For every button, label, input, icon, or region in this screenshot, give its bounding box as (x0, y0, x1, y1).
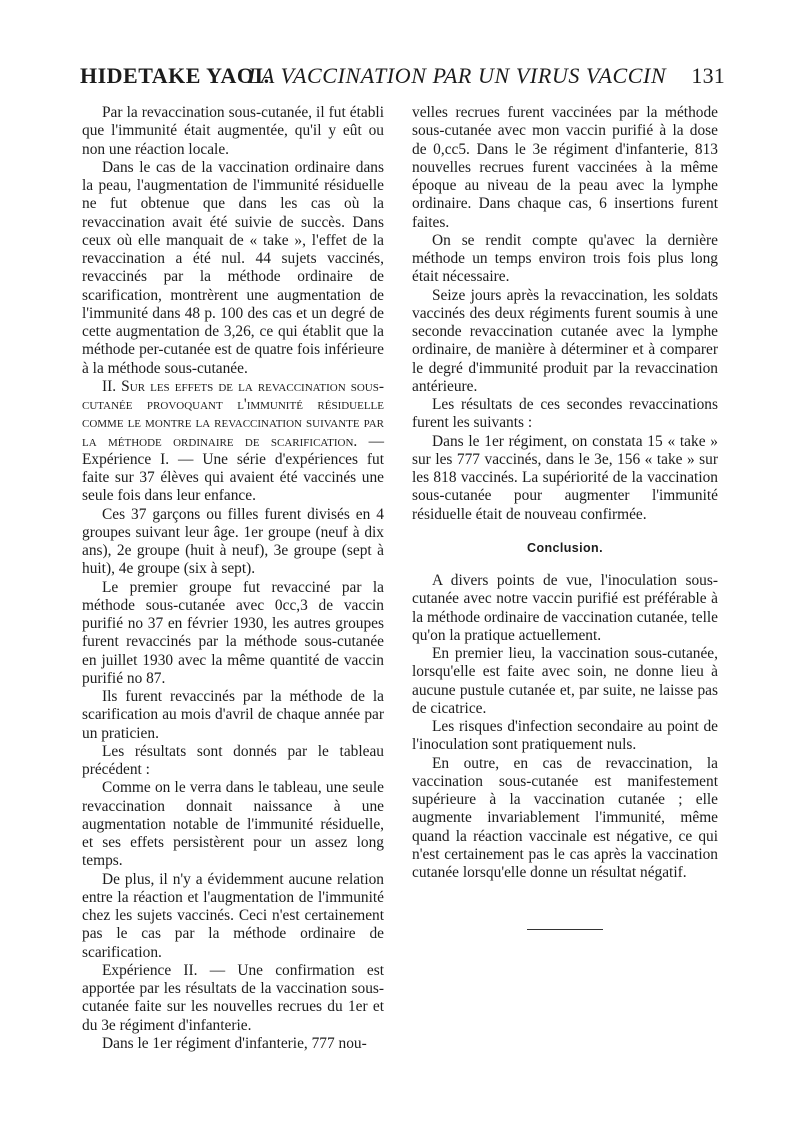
paragraph: De plus, il n'y a évidemment aucune relation entre la réaction et l'augmentation de l'immunité chez les sujets vaccinés. Ceci n'est certainement pas le cas par la méthode ordinaire de scarification. (82, 870, 384, 961)
paragraph: Seize jours après la revaccination, les soldats vaccinés des deux régiments furent soumis à une seconde revaccination cutanée avec la lymphe ordinaire, de manière à déterminer et à comparer le degré d'immunité produit par la revaccination antérieure. (412, 286, 718, 395)
running-header (80, 63, 725, 93)
paragraph: Le premier groupe fut revacciné par la méthode sous-cutanée avec 0cc,3 de vaccin purifié no 37 en février 1930, les autres groupes furent revaccinés par la méthode sous-cutanée en juillet 1930 avec la même quantité de vaccin purifié no 87. (82, 578, 384, 687)
paragraph: Expérience II. — Une confirmation est apportée par les résultats de la vaccination sous-cutanée faite sur les nouvelles recrues du 1er et du 3e régiment d'infanterie. (82, 961, 384, 1034)
paragraph: Par la revaccination sous-cutanée, il fut établi que l'immunité était augmentée, qu'il y eût ou non une réaction locale. (82, 104, 384, 158)
paragraph: Ces 37 garçons ou filles furent divisés en 4 groupes suivant leur âge. 1er groupe (neuf à dix ans), 2e groupe (huit à neuf), 3e groupe (sept à huit), 4e groupe (six à sept). (82, 505, 384, 578)
paragraph: A divers points de vue, l'inoculation sous-cutanée avec notre vaccin purifié est préférable à la méthode ordinaire de vaccination cutanée, telle qu'on la pratique actuellement. (412, 572, 718, 644)
paragraph: Les résultats sont donnés par le tableau précédent : (82, 742, 384, 778)
paragraph: Ils furent revaccinés par la méthode de la scarification au mois d'avril de chaque année par un praticien. (82, 688, 384, 742)
conclusion-section (412, 572, 718, 882)
end-rule (527, 929, 603, 930)
paragraph-text: — Expérience I. — Une série d'expériences fut faite sur 37 élèves qui avaient été vaccinés une seule fois dans leur enfance. (82, 432, 384, 505)
paragraph: Dans le cas de la vaccination ordinaire dans la peau, l'augmentation de l'immunité résiduelle ne fut obtenue que dans les cas où la revaccination avait été suivie de succès. Dans ceux où elle manquait de « take », l'effet de la revaccination a été nul. 44 sujets vaccinés, revaccinés par la méthode ordinaire de scarification, montrèrent une augmentation de l'immunité dans 48 p. 100 des cas et un degré de cette augmentation de 3,26, ce qui établit que la méthode per-cutanée est de quatre fois inférieure à la méthode sous-cutanée. (82, 158, 384, 377)
paragraph: Comme on le verra dans le tableau, une seule revaccination donnait naissance à une augmentation notable de l'immunité résiduelle, et ses effets persistèrent pour un assez long temps. (82, 779, 384, 870)
conclusion-heading: Conclusion. (527, 541, 603, 555)
header-author: HIDETAKE YAOI. (80, 63, 270, 88)
paragraph: On se rendit compte qu'avec la dernière méthode un temps environ trois fois plus long était nécessaire. (412, 231, 718, 286)
left-column (82, 104, 384, 1053)
right-column (412, 104, 718, 524)
paragraph: Dans le 1er régiment, on constata 15 « take » sur les 777 vaccinés, dans le 3e, 156 « take » sur les 818 vaccinés. La supériorité de la vaccination sous-cutanée pour augmenter l'immunité résiduelle était de nouveau confirmée. (412, 432, 718, 523)
paragraph (82, 378, 384, 506)
paragraph: En premier lieu, la vaccination sous-cutanée, lorsqu'elle est faite avec soin, ne donne lieu à aucune pustule cutanée et, par suite, ne laisse pas de cicatrice. (412, 645, 718, 717)
paragraph: Les résultats de ces secondes revaccinations furent les suivants : (412, 396, 718, 432)
paragraph: velles recrues furent vaccinées par la méthode sous-cutanée avec mon vaccin purifié à la dose de 0,cc5. Dans le 3e régiment d'infanterie, 813 nouvelles recrues furent vaccinées à la même époque au niveau de la peau avec la lymphe ordinaire. Dans chaque cas, 6 insertions furent faites. (412, 104, 718, 231)
paragraph: Les risques d'infection secondaire au point de l'inoculation sont pratiquement nuls. (412, 718, 718, 754)
section-heading-inline: II. Sur les effets de la revaccination sous-cutanée provoquant l'immunité résiduelle comme le montre la revaccination suivante par la méthode ordinaire de scarification. (82, 377, 384, 450)
header-title: LA VACCINATION PAR UN VIRUS VACCIN (248, 63, 667, 88)
paragraph: Dans le 1er régiment d'infanterie, 777 nou- (102, 1034, 367, 1052)
paragraph: En outre, en cas de revaccination, la vaccination sous-cutanée est manifestement supérieure à la vaccination cutanée ; elle augmente invariablement l'immunité, même quand la réaction vaccinale est négative, ce qui n'est certainement pas le cas après la vaccination cutanée lorsqu'elle donne un résultat négatif. (412, 754, 718, 881)
page-number: 131 (691, 63, 725, 88)
